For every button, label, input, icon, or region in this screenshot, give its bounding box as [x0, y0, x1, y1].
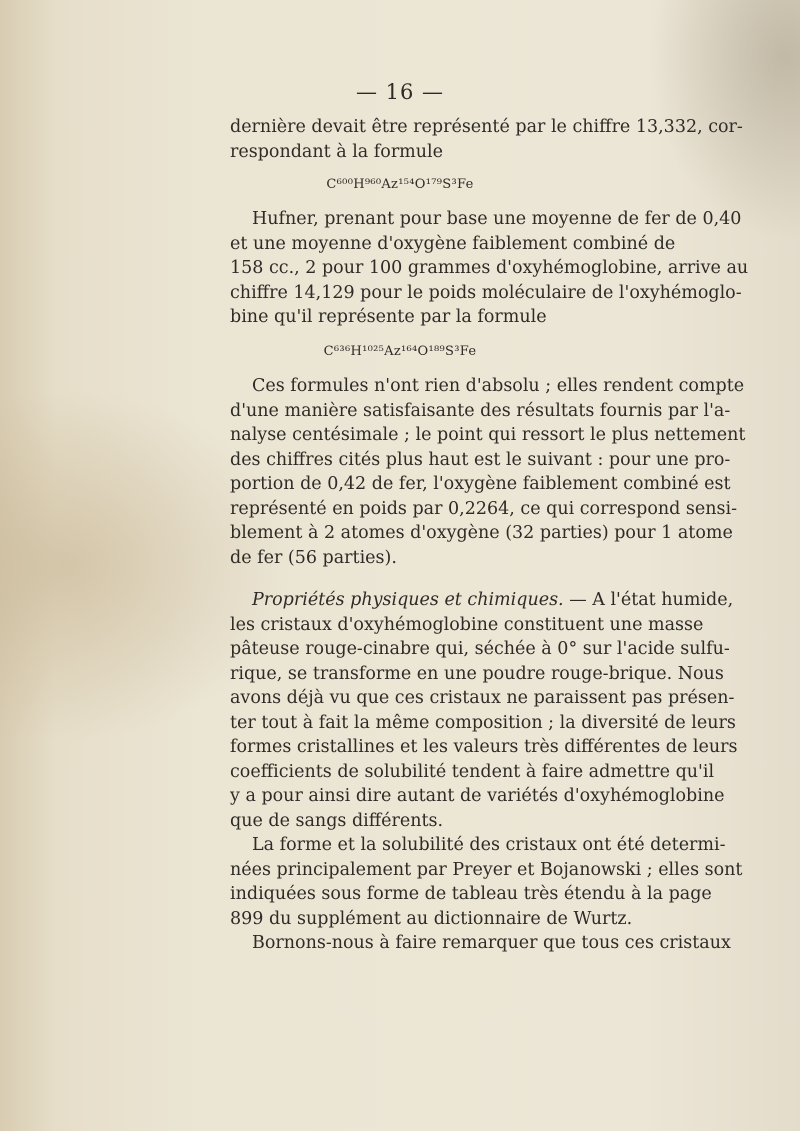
chemical-formula-2: C⁶³⁶H¹⁰²⁵Az¹⁶⁴O¹⁸⁹S³Fe	[323, 344, 477, 359]
text-line: que de sangs différents.	[230, 810, 444, 831]
paragraph-5	[230, 833, 743, 931]
page-number: — 16 —	[355, 80, 445, 104]
text-line: respondant à la formule	[230, 141, 443, 162]
text-line: blement à 2 atomes d'oxygène (32 parties) pour 1 atome	[230, 523, 733, 543]
text-line: Hufner, prenant pour base une moyenne de fer de 0,40	[252, 209, 742, 229]
text-line: 899 du supplément au dictionnaire de Wurtz.	[230, 908, 633, 929]
section-heading: Propriétés physiques et chimiques.	[252, 590, 564, 610]
text-line: y a pour ainsi dire autant de variétés d'oxyhémoglobine	[230, 786, 725, 806]
text-line: ter tout à fait la même composition ; la diversité de leurs	[230, 712, 736, 733]
text-line: nalyse centésimale ; le point qui ressort le plus nettement	[230, 425, 746, 445]
text-line	[230, 588, 734, 613]
chemical-formula-1: C⁶⁰⁰H⁹⁶⁰Az¹⁵⁴O¹⁷⁹S³Fe	[326, 177, 474, 192]
text-line: d'une manière satisfaisante des résultats fournis par l'a-	[230, 400, 731, 421]
text-line: La forme et la solubilité des cristaux ont été determi-	[252, 835, 726, 855]
text-line: pâteuse rouge-cinabre qui, séchée à 0° sur l'acide sulfu-	[230, 639, 730, 659]
text-line: formes cristallines et les valeurs très différentes de leurs	[230, 737, 738, 757]
text-line: représenté en poids par 0,2264, ce qui correspond sensi-	[230, 498, 738, 519]
text-fragment: — A l'état humide,	[563, 590, 734, 610]
text-line: portion de 0,42 de fer, l'oxygène faiblement combiné est	[230, 474, 731, 494]
text-line: Bornons-nous à faire remarquer que tous ces cristaux	[252, 933, 731, 953]
paragraph-1	[230, 115, 743, 164]
text-line: dernière devait être représenté par le chiffre 13,332, cor-	[230, 117, 743, 137]
text-line: de fer (56 parties).	[230, 547, 397, 568]
text-line: et une moyenne d'oxygène faiblement combiné de	[230, 233, 676, 254]
text-line: des chiffres cités plus haut est le suivant : pour une pro-	[230, 449, 731, 470]
text-line: coefficients de solubilité tendent à faire admettre qu'il	[230, 761, 715, 782]
text-line: 158 cc., 2 pour 100 grammes d'oxyhémoglobine, arrive au	[230, 258, 749, 278]
paragraph-6	[230, 931, 731, 956]
text-line: indiquées sous forme de tableau très étendu à la page	[230, 884, 712, 904]
text-line: Ces formules n'ont rien d'absolu ; elles rendent compte	[252, 376, 745, 396]
paragraph-4	[230, 588, 738, 833]
paragraph-3	[230, 374, 746, 570]
text-line: les cristaux d'oxyhémoglobine constituent une masse	[230, 614, 704, 635]
paragraph-2	[230, 207, 749, 330]
text-line: avons déjà vu que ces cristaux ne paraissent pas présen-	[230, 688, 735, 708]
text-line: rique, se transforme en une poudre rouge-brique. Nous	[230, 663, 724, 684]
text-line: nées principalement par Preyer et Bojanowski ; elles sont	[230, 859, 743, 880]
text-line: chiffre 14,129 pour le poids moléculaire de l'oxyhémoglo-	[230, 282, 742, 303]
text-line: bine qu'il représente par la formule	[230, 307, 547, 327]
